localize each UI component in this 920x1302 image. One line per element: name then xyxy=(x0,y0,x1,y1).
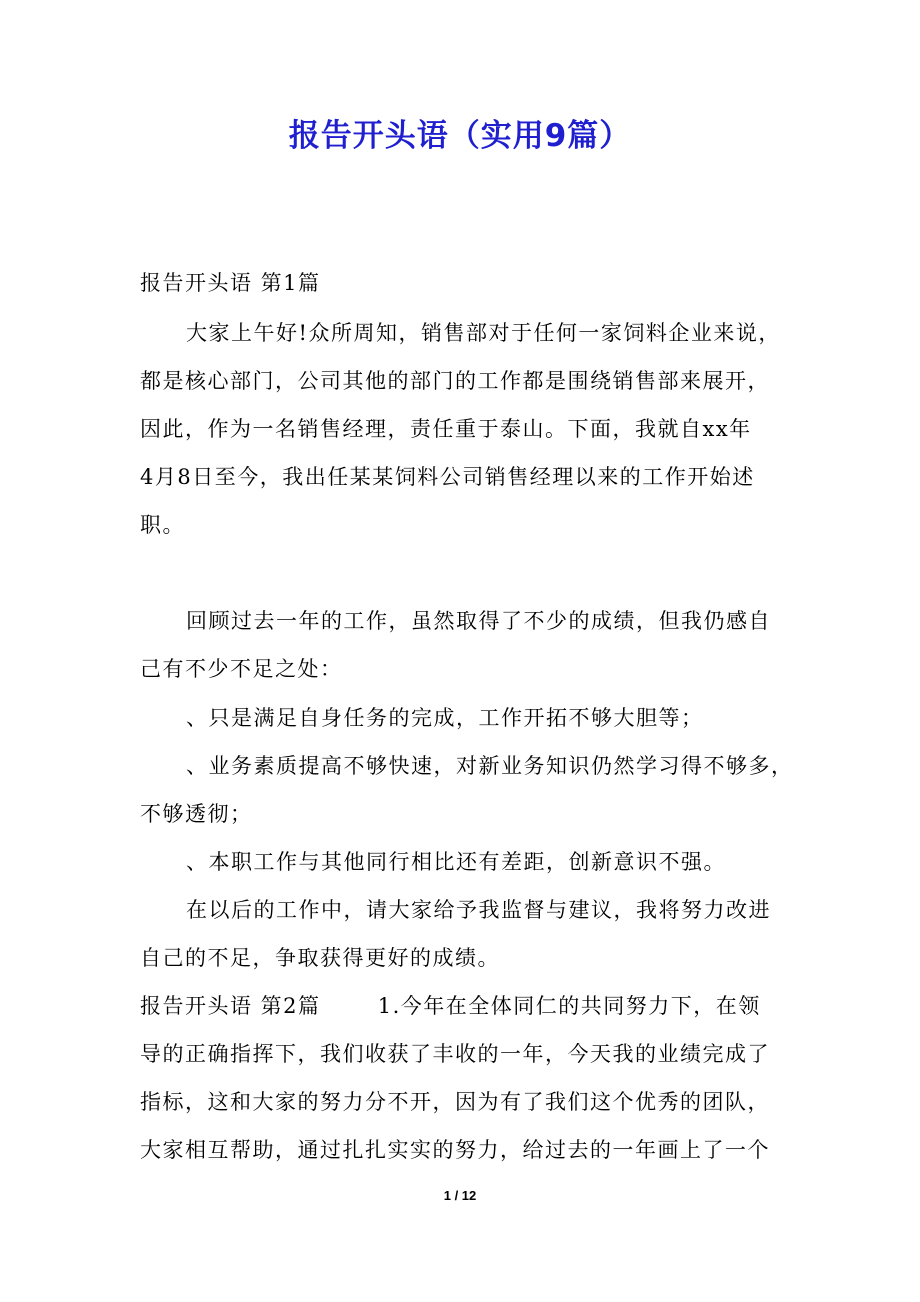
paragraph-line: 4月8日至今，我出任某某饲料公司销售经理以来的工作开始述 xyxy=(140,465,755,489)
paragraph-line: 职。 xyxy=(140,513,185,537)
document-title: 报告开头语（实用9篇） xyxy=(288,118,632,154)
paragraph-line: 己有不少不足之处： xyxy=(140,657,343,681)
paragraph-line: 都是核心部门，公司其他的部门的工作都是围绕销售部来展开， xyxy=(140,369,770,393)
page-number: 1 / 12 xyxy=(443,1188,477,1203)
paragraph-line: 导的正确指挥下，我们收获了丰收的一年，今天我的业绩完成了 xyxy=(140,1042,770,1066)
list-item-line: 、只是满足自身任务的完成，工作开拓不够大胆等； xyxy=(186,706,704,730)
list-item-line: 不够透彻； xyxy=(140,802,253,826)
paragraph-line: 因此，作为一名销售经理，责任重于泰山。下面，我就自xx年 xyxy=(140,417,752,441)
list-item-line: 、业务素质提高不够快速，对新业务知识仍然学习得不够多， xyxy=(186,754,794,778)
paragraph-line: 在以后的工作中，请大家给予我监督与建议，我将努力改进 xyxy=(186,898,771,922)
section-heading-1: 报告开头语 第1篇 xyxy=(140,271,321,295)
list-item-line: 、本职工作与其他同行相比还有差距，创新意识不强。 xyxy=(186,850,726,874)
paragraph-line: 大家相互帮助，通过扎扎实实的努力，给过去的一年画上了一个 xyxy=(140,1138,770,1162)
paragraph-line: 自己的不足，争取获得更好的成绩。 xyxy=(140,946,500,970)
paragraph-line: 回顾过去一年的工作，虽然取得了不少的成绩，但我仍感自 xyxy=(186,609,771,633)
paragraph-line: 大家上午好!众所周知，销售部对于任何一家饲料企业来说， xyxy=(186,321,781,345)
paragraph-line: 指标，这和大家的努力分不开，因为有了我们这个优秀的团队， xyxy=(140,1090,770,1114)
section-heading-2-line: 报告开头语 第2篇 1.今年在全体同仁的共同努力下，在领 xyxy=(140,994,761,1018)
